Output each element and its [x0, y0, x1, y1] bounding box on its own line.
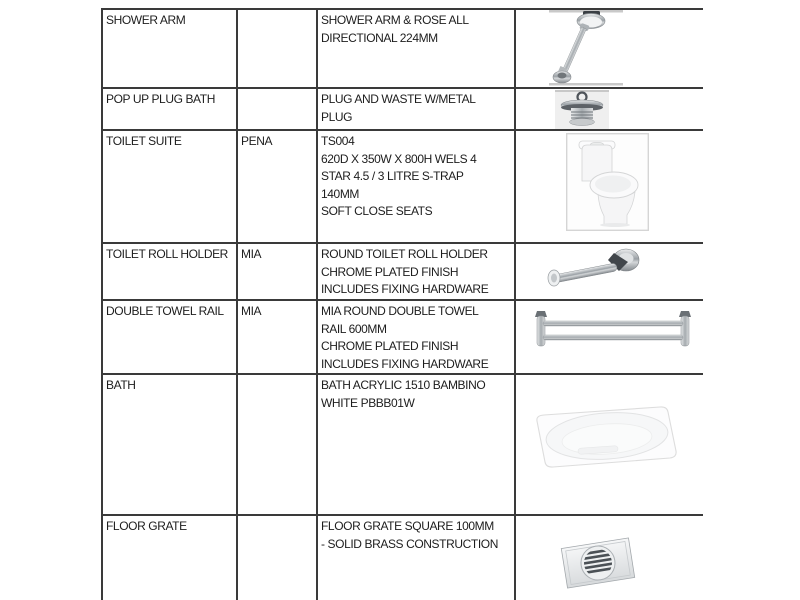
description-line: PLUG AND WASTE W/METAL	[321, 92, 476, 106]
item-label: BATH	[106, 378, 136, 392]
description-line: ROUND TOILET ROLL HOLDER	[321, 247, 488, 261]
description-line: CHROME PLATED FINISH	[321, 264, 459, 279]
floor-grate-image	[555, 537, 641, 589]
description-line: FLOOR GRATE SQUARE 100MM	[321, 519, 494, 533]
brand-cell	[238, 131, 318, 244]
description-line: RAIL 600MM	[321, 321, 387, 336]
image-cell	[516, 516, 703, 600]
description-line: SOFT CLOSE SEATS	[321, 204, 433, 218]
image-cell	[516, 244, 703, 301]
double-towel-rail-image	[530, 308, 696, 350]
fixture-spec-table	[101, 8, 703, 600]
item-label: TOILET SUITE	[106, 134, 182, 148]
description-cell	[318, 375, 516, 516]
image-cell	[516, 375, 703, 516]
brand-cell	[238, 301, 318, 375]
pop-up-plug-image	[554, 90, 610, 130]
item-cell	[103, 89, 238, 131]
description-line: 620D X 350W X 800H WELS 4	[321, 151, 477, 166]
brand-cell	[238, 244, 318, 301]
description-line: 140MM	[321, 186, 360, 201]
toilet-suite-image	[566, 133, 649, 231]
description-line: SHOWER ARM & ROSE ALL	[321, 13, 469, 27]
brand-cell	[238, 375, 318, 516]
description-line: CHROME PLATED FINISH	[321, 339, 459, 353]
brand-label: PENA	[241, 134, 273, 148]
description-cell	[318, 516, 516, 600]
description-cell	[318, 10, 516, 89]
description-cell	[318, 131, 516, 244]
description-cell	[318, 301, 516, 375]
brand-cell	[238, 89, 318, 131]
item-label: TOILET ROLL HOLDER	[106, 247, 228, 261]
bath-image	[530, 403, 685, 469]
description-line: DIRECTIONAL 224MM	[321, 30, 438, 45]
item-label: POP UP PLUG BATH	[106, 92, 215, 106]
brand-cell	[238, 10, 318, 89]
item-cell	[103, 131, 238, 244]
item-cell	[103, 301, 238, 375]
description-cell	[318, 244, 516, 301]
item-label: FLOOR GRATE	[106, 519, 187, 533]
image-cell	[516, 131, 703, 244]
item-cell	[103, 244, 238, 301]
image-cell	[516, 89, 703, 131]
item-label: DOUBLE TOWEL RAIL	[106, 304, 224, 318]
brand-label: MIA	[241, 247, 262, 261]
description-line: WHITE PBBB01W	[321, 395, 415, 410]
image-cell	[516, 10, 703, 89]
item-label: SHOWER ARM	[106, 13, 186, 27]
item-cell	[103, 375, 238, 516]
shower-arm-image	[547, 10, 625, 86]
toilet-roll-holder-image	[542, 247, 642, 293]
description-line: TS004	[321, 134, 355, 148]
description-line: PLUG	[321, 109, 353, 124]
item-cell	[103, 516, 238, 600]
description-line: INCLUDES FIXING HARDWARE	[321, 356, 489, 371]
description-line: INCLUDES FIXING HARDWARE	[321, 282, 489, 296]
description-cell	[318, 89, 516, 131]
description-line: - SOLID BRASS CONSTRUCTION	[321, 536, 498, 551]
description-line: MIA ROUND DOUBLE TOWEL	[321, 304, 479, 318]
image-cell	[516, 301, 703, 375]
brand-label: MIA	[241, 304, 262, 318]
brand-cell	[238, 516, 318, 600]
item-cell	[103, 10, 238, 89]
description-line: STAR 4.5 / 3 LITRE S-TRAP	[321, 169, 464, 183]
description-line: BATH ACRYLIC 1510 BAMBINO	[321, 378, 486, 392]
